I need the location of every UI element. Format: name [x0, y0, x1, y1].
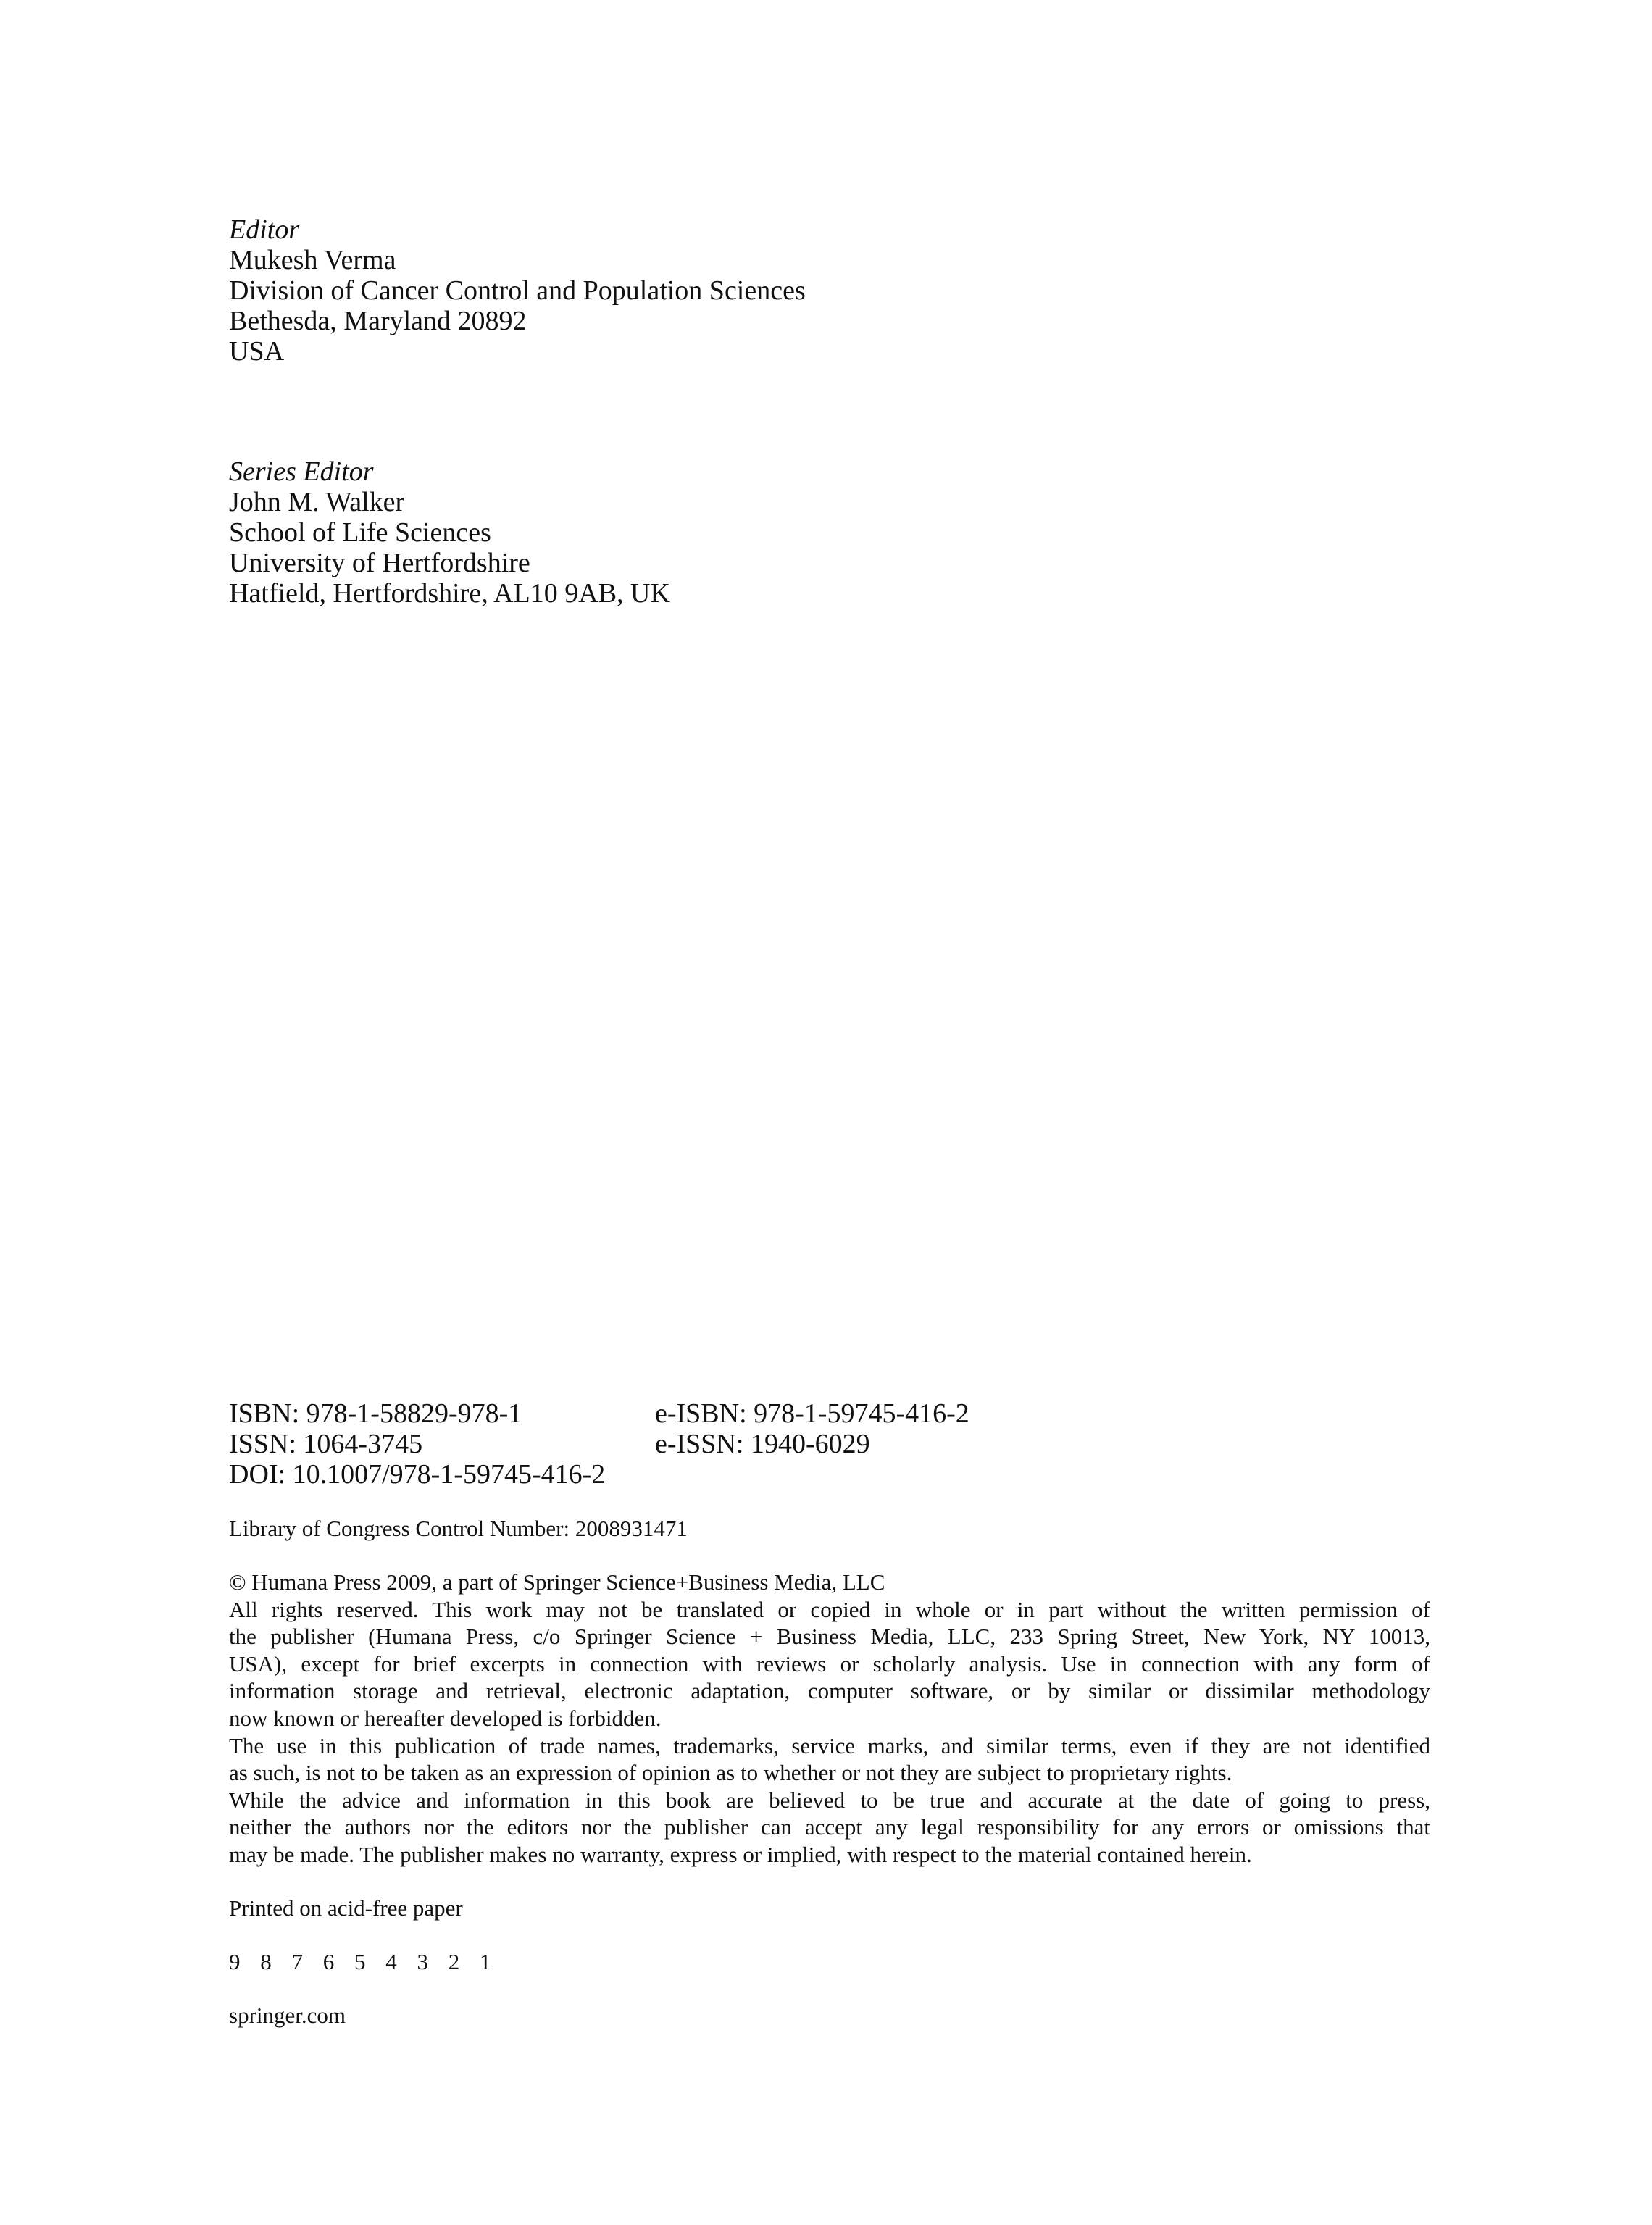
editor-division: Division of Cancer Control and Population Sciences — [229, 275, 806, 306]
issn-row — [229, 1429, 1533, 1459]
editor-country: USA — [229, 336, 285, 367]
identifiers-block — [229, 1398, 1533, 1490]
editor-name: Mukesh Verma — [229, 245, 396, 275]
editor-heading: Editor — [229, 214, 300, 245]
paper-note: Printed on acid-free paper — [229, 1895, 463, 1921]
print-line: 9 8 7 6 5 4 3 2 1 — [229, 1949, 498, 1974]
publisher-website: springer.com — [229, 2003, 346, 2028]
issn: ISSN: 1064-3745 — [229, 1429, 423, 1459]
copyright-line: All rights reserved. This work may not be translated or copied in whole or in part without the written permission of — [229, 1596, 1430, 1622]
doi-row — [229, 1459, 1533, 1490]
copyright-line: information storage and retrieval, electronic adaptation, computer software, or by similar or dissimilar methodology — [229, 1678, 1430, 1704]
eisbn: e-ISBN: 978-1-59745-416-2 — [655, 1398, 969, 1429]
copyright-line: The use in this publication of trade names, trademarks, service marks, and similar terms, even if they are not identified — [229, 1732, 1430, 1758]
series-editor-block — [229, 456, 670, 609]
isbn-row — [229, 1398, 1533, 1429]
series-editor-university: University of Hertfordshire — [229, 548, 530, 578]
series-editor-name: John M. Walker — [229, 487, 405, 517]
copyright-line: now known or hereafter developed is forbidden. — [229, 1705, 662, 1731]
editor-block — [229, 214, 806, 367]
doi: DOI: 10.1007/978-1-59745-416-2 — [229, 1459, 606, 1490]
isbn: ISBN: 978-1-58829-978-1 — [229, 1398, 522, 1429]
copyright-line: © Humana Press 2009, a part of Springer Science+Business Media, LLC — [229, 1569, 885, 1595]
copyright-line: While the advice and information in this book are believed to be true and accurate at the date of going to press, — [229, 1787, 1430, 1813]
series-editor-school: School of Life Sciences — [229, 517, 491, 548]
library-of-congress-number: Library of Congress Control Number: 2008931471 — [229, 1516, 688, 1541]
copyright-line: the publisher (Humana Press, c/o Springer Science + Business Media, LLC, 233 Spring Street, New York, NY 10013, — [229, 1624, 1430, 1650]
series-editor-address: Hatfield, Hertfordshire, AL10 9AB, UK — [229, 578, 670, 609]
editor-city: Bethesda, Maryland 20892 — [229, 306, 527, 336]
copyright-line: neither the authors nor the editors nor the publisher can accept any legal responsibility for any errors or omissions that — [229, 1814, 1430, 1840]
copyright-line: as such, is not to be taken as an expression of opinion as to whether or not they are subject to proprietary rights. — [229, 1760, 1232, 1786]
copyright-notice — [229, 1569, 1430, 1869]
copyright-line: USA), except for brief excerpts in connection with reviews or scholarly analysis. Use in connection with any form of — [229, 1650, 1430, 1677]
series-editor-heading: Series Editor — [229, 456, 374, 487]
eissn: e-ISSN: 1940-6029 — [655, 1429, 870, 1459]
copyright-line: may be made. The publisher makes no warranty, express or implied, with respect to the material contained herein. — [229, 1841, 1252, 1867]
